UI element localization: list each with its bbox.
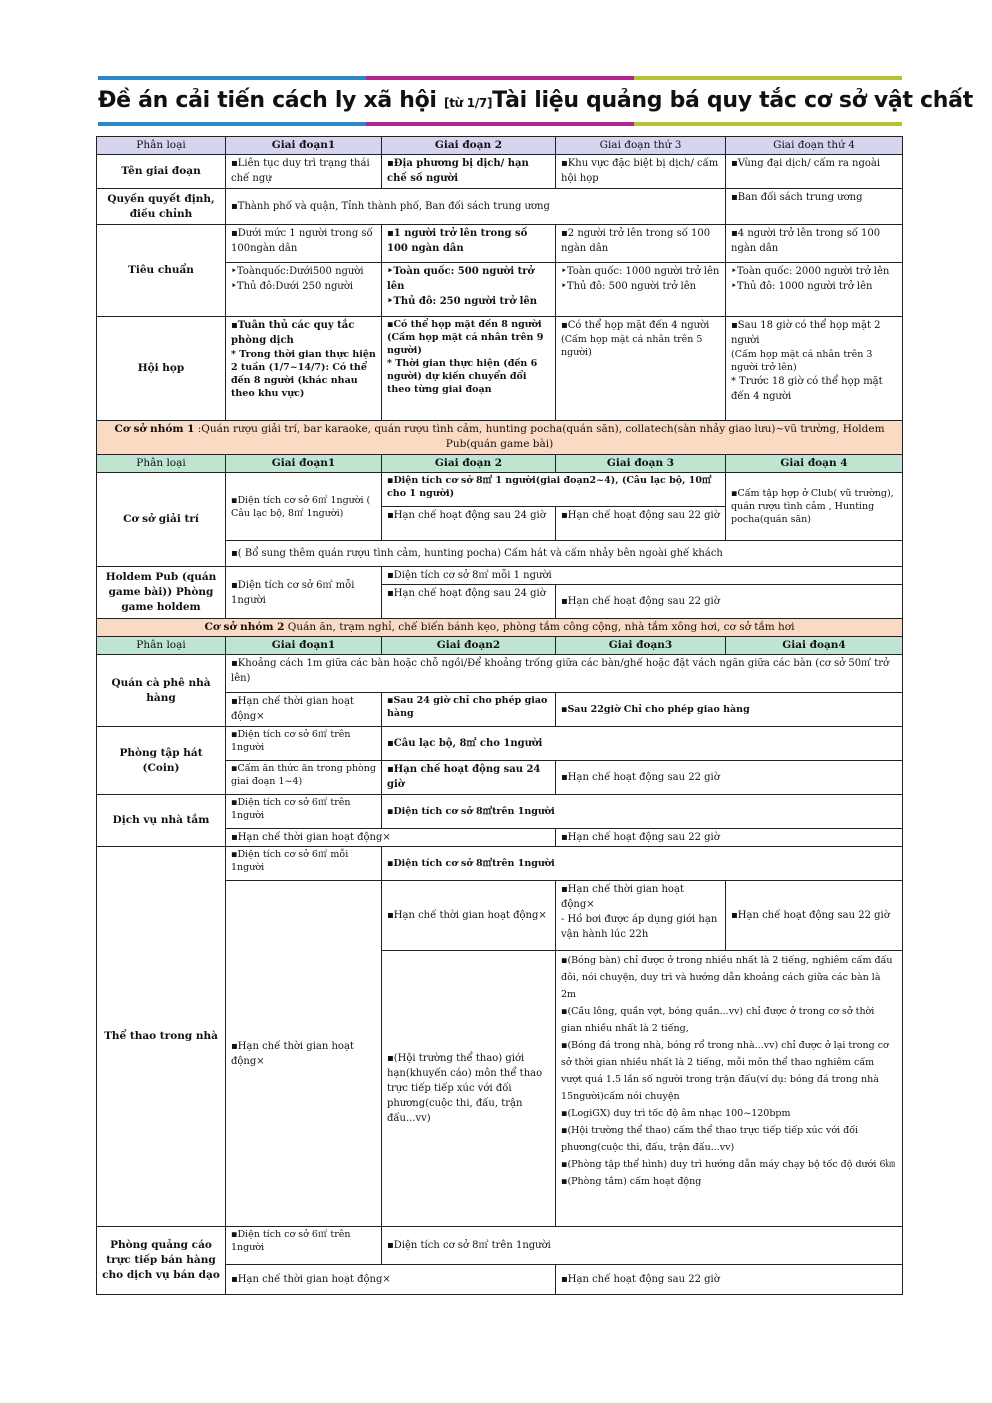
group2-banner [97,619,903,637]
title-top-bar [98,76,902,80]
group2-list: Quán ăn, trạm nghỉ, chế biến bánh kẹo, phòng tắm công cộng, nhà tắm xông hơi, cơ sở tắm hơi [284,621,795,633]
stage-1-header-3: Giai đoạn1 [226,637,382,655]
page-title: Đề án cải tiến cách ly xã hội [từ 1/7]Tài liệu quảng bá quy tắc cơ sở vật chất [98,88,973,113]
karaoke-s2b: ▪Hạn chế hoạt động sau 24 giờ [382,761,556,795]
criteria-label: Tiêu chuẩn [97,225,226,317]
criteria-a3: ▪2 người trở lên trong số 100 ngàn dân [556,225,726,263]
classify-header-3: Phân loại [97,637,226,655]
cafe-s2: ▪Sau 24 giờ chỉ cho phép giao hàng [382,693,556,727]
meeting-s4b: (Cấm họp mặt cá nhân trên 3 người trở lên) [731,349,873,373]
criteria-b2 [382,263,556,317]
group1-title: Cơ sở nhóm 1 [114,423,195,435]
bath-s34b: ▪Hạn chế hoạt động sau 22 giờ [556,829,903,847]
meeting-s1b: * Trong thời gian thực hiện 2 tuần (1/7~14/7): Có thể đến 8 người (khác nhau theo khu vực) [231,349,376,399]
sports-s1a: ▪Diện tích cơ sở 6㎡ mỗi 1người [226,847,382,881]
sports-rule-contact: ▪(Hội trường thể thao) cấm thể thao trực tiếp tiếp xúc với đối phương(cuộc thi, đấu, trận đấu...vv) [561,1125,859,1153]
stage-header-row-3 [97,637,903,655]
criteria-row-a [97,225,903,263]
meeting-s1 [226,317,382,421]
meeting-label: Hội họp [97,317,226,421]
karaoke-s1b: ▪Cấm ăn thức ăn trong phòng giai đoạn 1~4) [226,761,382,795]
stage-name-s2: ▪Địa phương bị dịch/ hạn chế số người [382,155,556,189]
meeting-s4c: * Trước 18 giờ có thể họp mặt đến 4 người [731,376,883,402]
meeting-s4a: ▪Sau 18 giờ có thể họp mặt 2 người [731,320,881,346]
promo-label: Phòng quảng cáo trực tiếp bán hàng cho dịch vụ bán dạo [97,1227,226,1295]
karaoke-s1a: ▪Diện tích cơ sở 6㎡ trên 1người [226,727,382,761]
meeting-s2a: ▪Có thể họp mặt đến 8 người (Cấm họp mặt cá nhân trên 9 người) [387,319,544,356]
entertainment-s1: ▪Diện tích cơ sở 6㎡ 1người ( Câu lạc bộ, 8㎡ 1người) [226,473,382,541]
criteria-b2b: ‣Thủ đô: 250 người trở lên [387,296,537,307]
criteria-b2a: ‣Toàn quốc: 500 người trở lên [387,266,535,292]
authority-s123: ▪Thành phố và quận, Tỉnh thành phố, Ban đối sách trung ương [226,189,726,225]
cafe-all: ▪Khoảng cách 1m giữa các bàn hoặc chỗ ngồi/Để khoảng trống giữa các bàn/ghế hoặc đặt vách ngăn giữa các bàn (cơ sở 50㎡ trở lên) [226,655,903,693]
criteria-a2: ▪1 người trở lên trong số 100 ngàn dân [382,225,556,263]
promo-s12b: ▪Hạn chế thời gian hoạt động× [226,1265,556,1295]
karaoke-s34b: ▪Hạn chế hoạt động sau 22 giờ [556,761,903,795]
meeting-s3 [556,317,726,421]
bath-s12b: ▪Hạn chế thời gian hoạt động× [226,829,556,847]
sports-s4b: ▪Hạn chế hoạt động sau 22 giờ [726,881,903,951]
stage-name-s4: ▪Vùng đại dịch/ cấm ra ngoài [726,155,903,189]
promo-s1a: ▪Diện tích cơ sở 6㎡ trên 1người [226,1227,382,1265]
bath-label: Dịch vụ nhà tắm [97,795,226,847]
sports-s234a: ▪Diện tích cơ sở 8㎡trên 1người [382,847,903,881]
entertainment-row-a [97,473,903,507]
sports-s34c [556,951,903,1227]
sports-s1b: ▪Hạn chế thời gian hoạt động× [226,881,382,1227]
criteria-a1: ▪Dưới mức 1 người trong số 100ngàn dân [226,225,382,263]
criteria-b4a: ‣Toàn quốc: 2000 người trở lên [731,266,890,277]
entertainment-s3b: ▪Hạn chế hoạt động sau 22 giờ [556,507,726,541]
classify-header: Phân loại [97,137,226,155]
bath-s234a: ▪Diện tích cơ sở 8㎡trên 1người [382,795,903,829]
holdem-s2b: ▪Hạn chế hoạt động sau 24 giờ [382,585,556,619]
group2-title: Cơ sở nhóm 2 [204,621,285,633]
stage-3-header-2: Giai đoạn 3 [556,455,726,473]
promo-row-a [97,1227,903,1265]
sports-s2c: ▪(Hội trường thể thao) giới hạn(khuyến cáo) môn thể thao trực tiếp tiếp xúc với đối phương(cuộc thi, đấu, trận đấu...vv) [382,951,556,1227]
stage-4-header-3: Giai đoạn4 [726,637,903,655]
criteria-b1a: ‣Toànquốc:Dưới500 người [231,266,364,277]
karaoke-s234a: ▪Câu lạc bộ, 8㎡ cho 1người [382,727,903,761]
meeting-s2 [382,317,556,421]
stage-3-header-3: Giai đoạn3 [556,637,726,655]
cafe-label: Quán cà phê nhà hàng [97,655,226,727]
sports-label: Thể thao trong nhà [97,847,226,1227]
group1-list: :Quán rượu giải trí, bar karaoke, quán rượu tình cảm, hunting pocha(quán săn), collatech(sàn nhảy giao lưu)~vũ trường, Holdem Pub(quán game bài) [194,423,885,450]
stage-2-header-2: Giai đoạn 2 [382,455,556,473]
stage-4-header-2: Giai đoạn 4 [726,455,903,473]
stage-header-row [97,137,903,155]
authority-row [97,189,903,225]
sports-row-a [97,847,903,881]
bath-s1a: ▪Diện tích cơ sở 6㎡ trên 1người [226,795,382,829]
sports-rule-gx: ▪(LogiGX) duy trì tốc độ âm nhạc 100~120bpm [561,1108,791,1119]
meeting-s1a: ▪Tuân thủ các quy tắc phòng dịch [231,320,355,346]
stage-4-header: Giai đoạn thứ 4 [726,137,903,155]
criteria-b4 [726,263,903,317]
sports-rule-table-tennis: ▪(Bóng bàn) chỉ được ở trong nhiều nhất là 2 tiếng, nghiêm cấm đấu đôi, nói chuyện, duy trì và hướng dẫn khoảng cách giữa các bàn là 2m [561,955,893,1000]
criteria-b1b: ‣Thủ đô:Dưới 250 người [231,281,354,292]
title-bottom-bar [98,122,902,126]
sports-s3b1: ▪Hạn chế thời gian hoạt động× [561,884,684,910]
stage-1-header-2: Giai đoạn1 [226,455,382,473]
sports-rule-futsal: ▪(Bóng đá trong nhà, bóng rổ trong nhà...vv) chỉ được ở lại trong cơ sở thời gian nhiều nhất là 2 tiếng, mỗi môn thể thao nghiêm cấm vượt quá 1.5 lần số người trong trận đấu(ví dụ: bóng đá trong nhà 15người)cấm nói chuyện [561,1040,889,1102]
sports-s2b: ▪Hạn chế thời gian hoạt động× [382,881,556,951]
rules-table [96,136,903,1295]
cafe-row-a [97,655,903,693]
stage-3-header: Giai đoạn thứ 3 [556,137,726,155]
authority-s4: ▪Ban đối sách trung ương [726,189,903,225]
holdem-s234a: ▪Diện tích cơ sở 8㎡ mỗi 1 người [382,567,903,585]
karaoke-row-a [97,727,903,761]
entertainment-extra: ▪( Bổ sung thêm quán rượu tình cảm, hunting pocha) Cấm hát và cấm nhảy bên ngoài ghế khách [226,541,903,567]
group1-banner-row [97,421,903,455]
criteria-b4b: ‣Thủ đô: 1000 người trở lên [731,281,873,292]
criteria-b3a: ‣Toàn quốc: 1000 người trở lên [561,266,720,277]
sports-s3b2: - Hồ bơi được áp dụng giới hạn vận hành lúc 22h [561,914,718,940]
meeting-s3b: (Cấm họp mặt cá nhân trên 5 người) [561,334,703,358]
entertainment-label: Cơ sở giải trí [97,473,226,567]
holdem-s1: ▪Diện tích cơ sở 6㎡ mỗi 1người [226,567,382,619]
criteria-b3b: ‣Thủ đô: 500 người trở lên [561,281,697,292]
entertainment-s2b: ▪Hạn chế hoạt động sau 24 giờ [382,507,556,541]
meeting-s3a: ▪Có thể họp mặt đến 4 người [561,320,710,331]
authority-label: Quyền quyết định, điều chỉnh [97,189,226,225]
stage-name-s3: ▪Khu vực đặc biệt bị dịch/ cấm hội họp [556,155,726,189]
karaoke-label: Phòng tập hát (Coin) [97,727,226,795]
entertainment-s23a: ▪Diện tích cơ sở 8㎡ 1 người(giai đoạn2~4), (Câu lạc bộ, 10㎡cho 1 người) [382,473,726,507]
stage-name-label: Tên giai đoạn [97,155,226,189]
stage-2-header-3: Giai đoạn2 [382,637,556,655]
stage-header-row-2 [97,455,903,473]
entertainment-s4: ▪Cấm tập hợp ở Club( vũ trường), quán rượu tình cảm , Hunting pocha(quán săn) [726,473,903,541]
promo-s234a: ▪Diện tích cơ sở 8㎡ trên 1người [382,1227,903,1265]
group1-banner [97,421,903,455]
cafe-s34: ▪Sau 22giờ Chỉ cho phép giao hàng [556,693,903,727]
stage-name-s1: ▪Liên tục duy trì trạng thái chế ngự [226,155,382,189]
holdem-row-a [97,567,903,585]
sports-rule-shower: ▪(Phòng tắm) cấm hoạt động [561,1176,702,1187]
criteria-a4: ▪4 người trở lên trong số 100 ngàn dân [726,225,903,263]
meeting-s2b: * Thời gian thực hiện (đến 6 người) dự kiến chuyển đổi theo từng giai đoạn [387,358,538,395]
meeting-row [97,317,903,421]
cafe-s1: ▪Hạn chế thời gian hoạt động× [226,693,382,727]
holdem-label: Holdem Pub (quán game bài)) Phòng game holdem [97,567,226,619]
stage-2-header: Giai đoạn 2 [382,137,556,155]
meeting-s4 [726,317,903,421]
promo-s34b: ▪Hạn chế hoạt động sau 22 giờ [556,1265,903,1295]
bath-row-a [97,795,903,829]
classify-header-2: Phân loại [97,455,226,473]
stage-1-header: Giai đoạn1 [226,137,382,155]
stage-name-row [97,155,903,189]
sports-rule-badminton: ▪(Cầu lông, quần vợt, bóng quần...vv) chỉ được ở trong cơ sở thời gian nhiều nhất là 2 tiếng, [561,1006,875,1034]
group2-banner-row [97,619,903,637]
criteria-b3 [556,263,726,317]
sports-s3b [556,881,726,951]
holdem-s34b: ▪Hạn chế hoạt động sau 22 giờ [556,585,903,619]
criteria-b1 [226,263,382,317]
sports-rule-gym: ▪(Phòng tập thể hình) duy trì hướng dẫn máy chạy bộ tốc độ dưới 6㎞ [561,1159,895,1170]
